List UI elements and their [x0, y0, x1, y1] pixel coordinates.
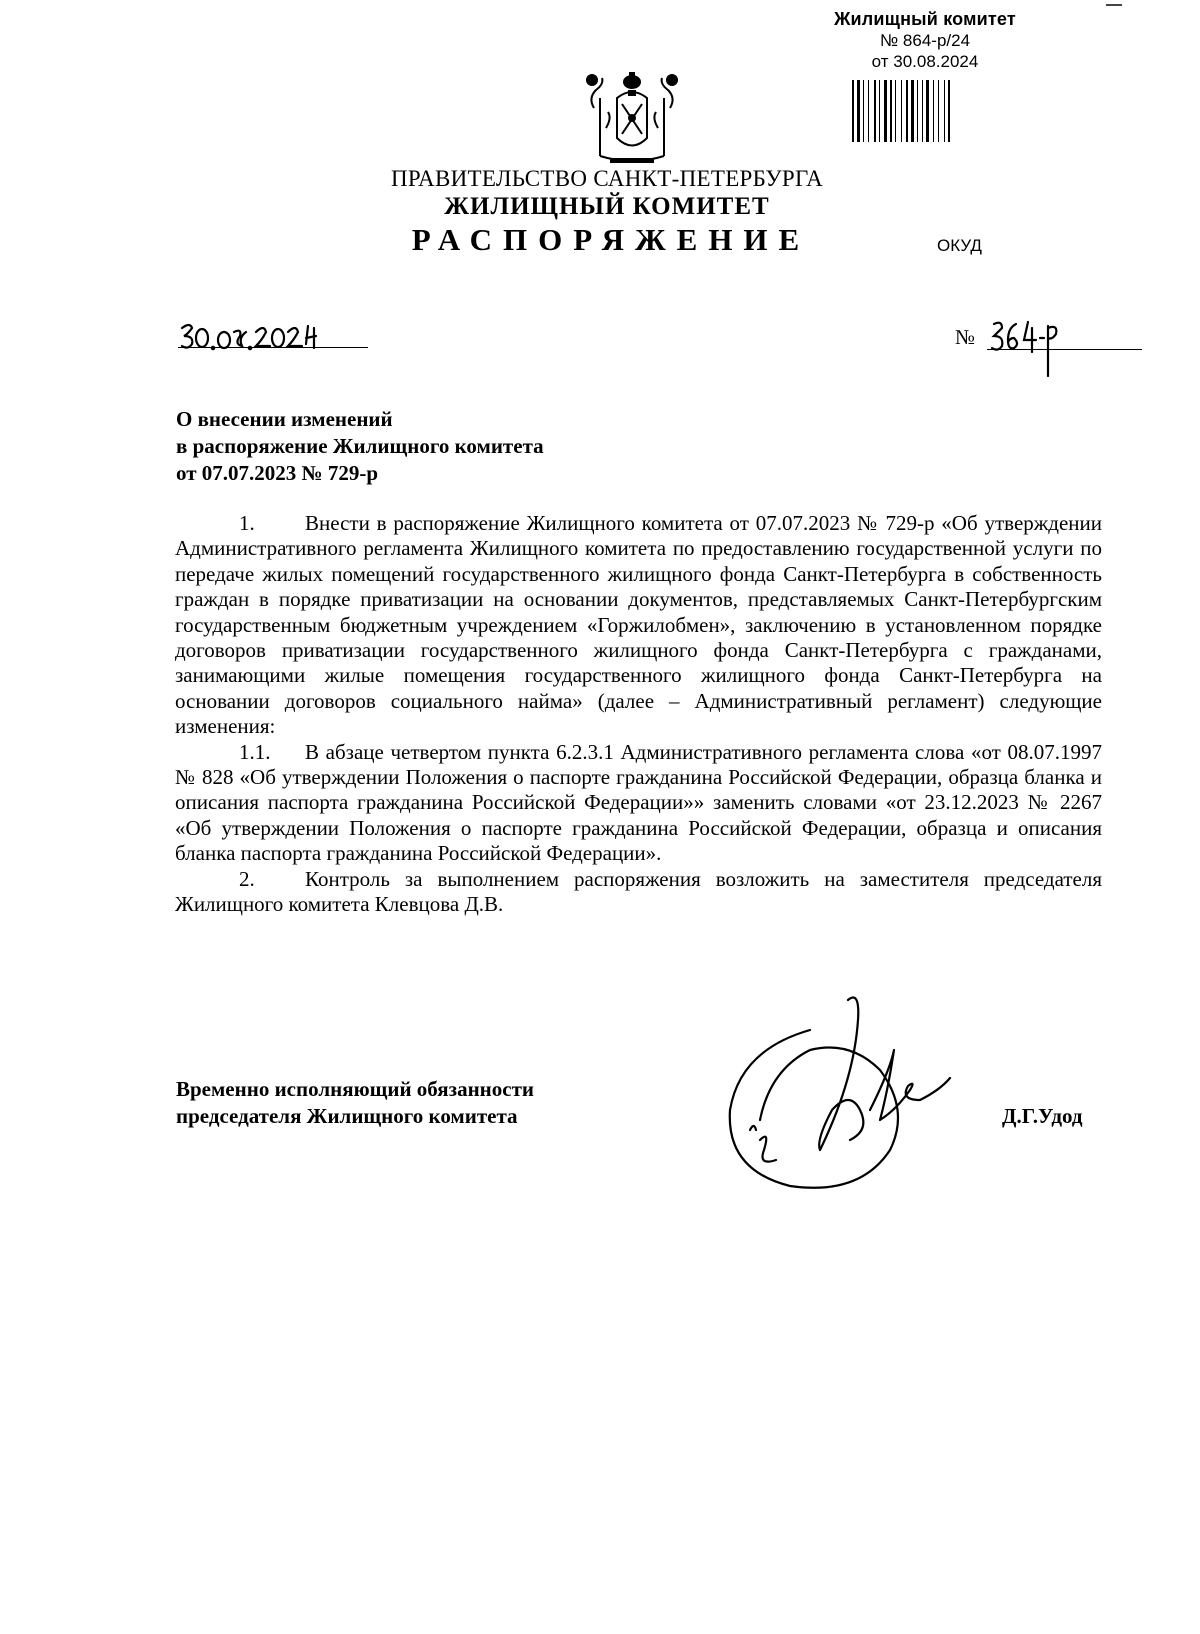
stamp-date: от 30.08.2024: [871, 52, 979, 71]
barcode-bar: [917, 80, 918, 142]
document-type-title: РАСПОРЯЖЕНИЕ: [411, 222, 811, 257]
subject-line-3: от 07.07.2023 № 729-р: [176, 461, 379, 485]
barcode-bar: [884, 80, 887, 142]
paragraph-1: [175, 511, 1102, 740]
handwritten-signature: [720, 990, 960, 1200]
signer-position: [176, 1076, 534, 1130]
barcode-bar: [879, 80, 880, 142]
committee-title: ЖИЛИЩНЫЙ КОМИТЕТ: [444, 193, 770, 220]
paragraph-number: 1.: [239, 511, 255, 535]
barcode-bar: [857, 80, 860, 142]
barcode-bar: [895, 80, 896, 142]
paragraph-1-1: [175, 740, 1102, 867]
barcode: [852, 80, 1010, 142]
barcode-bar: [926, 80, 929, 142]
subject-line-1: О внесении изменений: [176, 407, 393, 431]
paragraph-number: 2.: [239, 866, 255, 891]
paragraph-number: 1.1.: [239, 739, 271, 764]
paragraph-text: В абзаце четвертом пункта 6.2.3.1 Административного регламента слова «от 08.07.1997 № 828 «Об утверждении Положения о паспорте гражданина Российской Федерации, образца бланка и описания паспорта гражданина Российской Федерации»» заменить словами «от 23.12.2023 № 2267 «Об утверждении Положения о паспорте гражданина Российской Федерации, образца и описания бланка паспорта гражданина Российской Федерации».: [175, 739, 1102, 866]
barcode-bar: [922, 80, 923, 142]
paragraph-2: [175, 867, 1102, 918]
barcode-bar: [911, 80, 914, 142]
barcode-bar: [944, 80, 945, 142]
barcode-bar: [938, 80, 939, 142]
barcode-bar: [948, 80, 950, 142]
document-body: [175, 511, 1102, 918]
coat-of-arms-icon: [582, 68, 682, 170]
document-subject: [176, 406, 544, 487]
signer-position-line-2: председателя Жилищного комитета: [176, 1104, 518, 1128]
stamp-organization: Жилищный комитет: [834, 9, 1016, 29]
barcode-bar: [852, 80, 854, 142]
barcode-bar: [906, 80, 908, 142]
handwritten-number: [988, 318, 1068, 378]
number-label: №: [955, 325, 976, 349]
handwritten-date: [180, 318, 320, 352]
signer-name: Д.Г.Удод: [1002, 1104, 1083, 1128]
corner-mark: [1106, 4, 1122, 6]
barcode-bar: [901, 80, 902, 142]
barcode-bar: [890, 80, 892, 142]
paragraph-text: Внести в распоряжение Жилищного комитета от 07.07.2023 № 729-р «Об утверждении Административного регламента Жилищного комитета по предоставлению государственной услуги по передаче жилых помещений государственного жилищного фонда Санкт-Петербурга в собственность граждан в порядке приватизации на основании документов, представляемых Санкт-Петербургским государственным бюджетным учреждением «Горжилобмен», заключению в установленном порядке договоров приватизации государственного жилищного фонда Санкт-Петербурга с гражданами, занимающими жилые помещения государственного жилищного фонда Санкт-Петербурга на основании договоров социального найма» (далее – Административный регламент) следующие изменения:: [175, 511, 1102, 739]
registration-stamp: [825, 8, 1025, 72]
government-title: ПРАВИТЕЛЬСТВО САНКТ-ПЕТЕРБУРГА: [390, 166, 824, 191]
signer-position-line-1: Временно исполняющий обязанности: [176, 1077, 535, 1101]
subject-line-2: в распоряжение Жилищного комитета: [176, 434, 544, 458]
okud-label: ОКУД: [937, 236, 982, 255]
barcode-bar: [863, 80, 864, 142]
barcode-bar: [933, 80, 934, 142]
paragraph-text: Контроль за выполнением распоряжения возложить на заместителя председателя Жилищного комитета Клевцова Д.В.: [175, 866, 1102, 917]
stamp-number: № 864-р/24: [879, 31, 971, 50]
barcode-bar: [868, 80, 869, 142]
barcode-bar: [874, 80, 876, 142]
